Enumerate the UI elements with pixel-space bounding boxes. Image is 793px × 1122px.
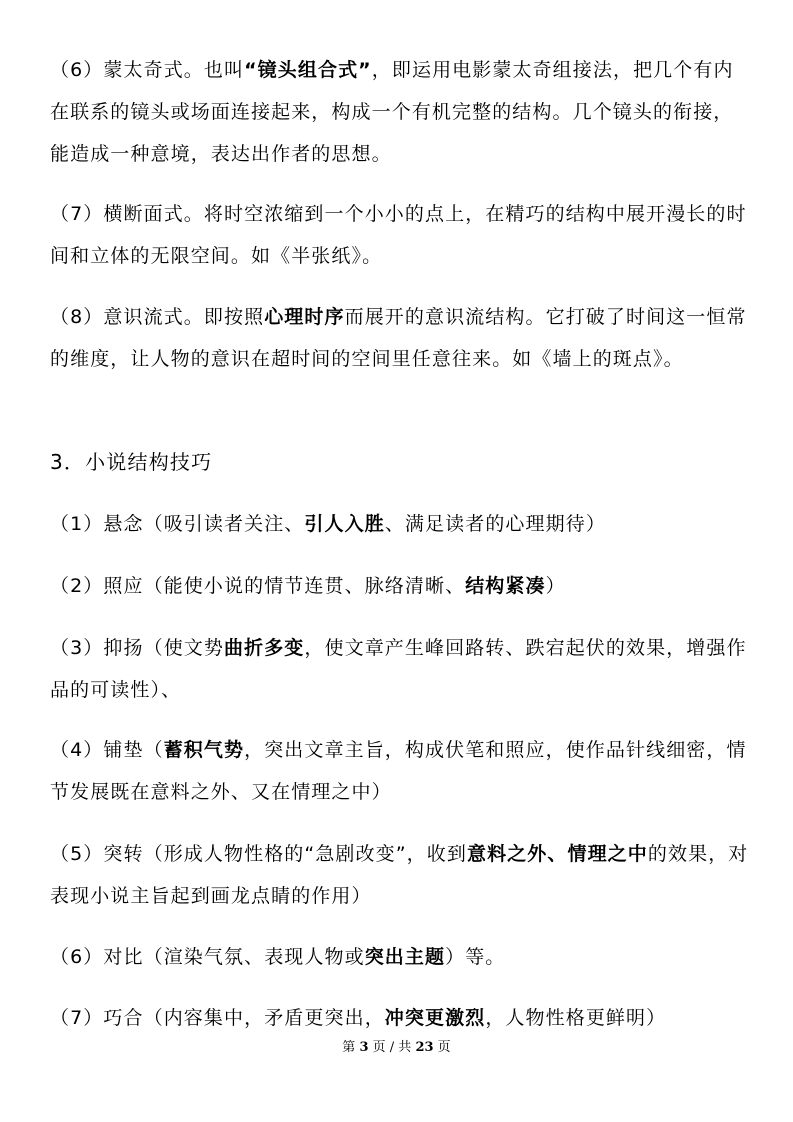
paragraph-text: 的效果，对表现小说主旨起到画龙点睛的作用） (50, 843, 749, 907)
item-number: （7） (50, 1007, 104, 1029)
paragraph-text: 意识流式。即按照 (103, 306, 265, 328)
item-number: （6） (50, 59, 104, 81)
footer-prefix: 第 (342, 1040, 356, 1055)
current-page-number: 3 (359, 1040, 369, 1055)
emphasis-text: 蓄积气势 (163, 739, 245, 761)
item-number: （3） (50, 637, 104, 659)
paragraph-text: ，即运用电影蒙太奇组接法，把几个有内在联系的镜头或场面连接起来，构成一个有机完整的结构。几个镜头的衔接，能造成一种意境，表达出作者的思想。 (50, 59, 734, 165)
section-heading: 3．小说结构技巧 (50, 450, 213, 474)
emphasis-text: 曲折多变 (224, 637, 305, 659)
paragraph-text: 悬念（吸引读者关注、 (103, 513, 305, 535)
paragraph-text: ）等。 (445, 946, 506, 968)
page-footer (0, 1038, 793, 1058)
paragraph-montage (50, 49, 750, 175)
paragraph-text: 、满足读者的心理期待） (384, 513, 606, 535)
emphasis-text: 心理时序 (264, 306, 345, 328)
paragraph-text: 而展开的意识流结构。它打破了时间这一恒常的维度，让人物的意识在超时间的空间里任意往来。如《墙上的斑点》。 (50, 306, 747, 370)
paragraph-text: 铺垫（ (103, 739, 164, 761)
emphasis-text: 突出主题 (364, 946, 446, 968)
paragraph-stream-of-consciousness (50, 296, 750, 380)
technique-echo (50, 565, 750, 607)
footer-separator: 页 / 共 (372, 1040, 412, 1055)
technique-comparison (50, 936, 750, 978)
technique-coincidence (50, 997, 750, 1039)
paragraph-text: 突转（形成人物性格的“急剧改变”，收到 (103, 843, 467, 865)
paragraph-text: 照应（能使小说的情节连贯、脉络清晰、 (103, 575, 466, 597)
paragraph-text: 巧合（内容集中，矛盾更突出， (103, 1007, 385, 1029)
paragraph-text: 对比（渲染气氛、表现人物或 (103, 946, 365, 968)
technique-contrast-rise (50, 627, 750, 711)
total-pages: 23 (415, 1040, 434, 1055)
item-number: （2） (50, 575, 104, 597)
footer-suffix: 页 (437, 1040, 451, 1055)
paragraph-text: ，突出文章主旨，构成伏笔和照应，使作品针线细密，情节发展既在意料之外、又在情理之中） (50, 739, 747, 803)
paragraph-text: ，人物性格更鲜明） (485, 1007, 667, 1029)
emphasis-text: 结构紧凑 (465, 575, 546, 597)
item-number: （6） (50, 946, 104, 968)
emphasis-text: 冲突更激烈 (384, 1007, 486, 1029)
item-number: （8） (50, 306, 104, 328)
item-number: （1） (50, 513, 104, 535)
item-number: （4） (50, 739, 104, 761)
paragraph-text: ，使文章产生峰回路转、跌宕起伏的效果，增强作品的可读性）、 (50, 637, 747, 701)
paragraph-cross-section (50, 193, 750, 277)
emphasis-text: “镜头组合式” (244, 59, 372, 81)
technique-suspense (50, 503, 750, 545)
paragraph-text: ） (545, 575, 566, 597)
emphasis-text: 引人入胜 (304, 513, 385, 535)
paragraph-text: 蒙太奇式。也叫 (103, 59, 245, 81)
item-number: （7） (50, 203, 104, 225)
paragraph-text: 抑扬（使文势 (103, 637, 224, 659)
item-number: （5） (50, 843, 104, 865)
technique-foreshadow (50, 729, 750, 813)
technique-sudden-turn (50, 833, 750, 917)
emphasis-text: 意料之外、情理之中 (466, 843, 648, 865)
paragraph-text: 横断面式。将时空浓缩到一个小小的点上，在精巧的结构中展开漫长的时间和立体的无限空间。如《半张纸》。 (50, 203, 747, 267)
